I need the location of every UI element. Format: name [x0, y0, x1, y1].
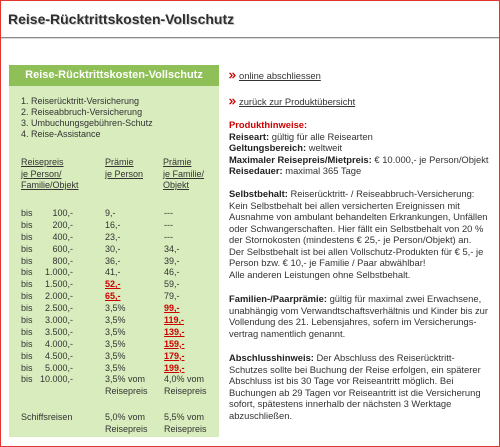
- row-premium-family: ---: [164, 208, 173, 218]
- price-table-body: [9, 208, 219, 398]
- row-premium-person: 65,-: [105, 291, 121, 302]
- header-line: je Familie/: [163, 168, 205, 179]
- table-row: [9, 374, 219, 398]
- row-price: 4.500,-: [44, 350, 73, 361]
- section-line: unabhängig vom Verwandtschaftsverhältnis und Kinder bis zur: [229, 304, 489, 316]
- table-row: [9, 363, 219, 375]
- row-premium-family: [164, 374, 207, 398]
- header-line: Objekt: [163, 180, 190, 190]
- hint-value: weltweit: [308, 142, 343, 154]
- row-price: 600,-: [52, 243, 73, 254]
- table-row: [9, 208, 219, 220]
- page-title: Reise-Rücktrittskosten-Vollschutz: [8, 11, 235, 27]
- coverage-item: 2. Reiseabbruch-Versicherung: [21, 107, 143, 117]
- section-label: Selbstbehalt:: [229, 188, 288, 199]
- section-first-line: [229, 293, 488, 305]
- table-row: [9, 315, 219, 327]
- section-line: sofort, spätestens innerhalb der nächsten 3 Werktage: [229, 398, 452, 410]
- premium-line: 5,0% vom: [105, 412, 146, 422]
- header-premium-person: [105, 157, 143, 180]
- row-label: bis: [21, 279, 33, 290]
- hint-item: [229, 142, 489, 154]
- row-premium-family: 159,-: [164, 338, 185, 349]
- premium-line: Reisepreis: [105, 423, 148, 434]
- coverage-list: [21, 96, 153, 140]
- premium-line: 5,5% vom: [164, 412, 205, 422]
- row-premium-family: 79,-: [164, 291, 180, 302]
- price-table-header: [9, 157, 219, 192]
- hint-value: € 10.000,- je Person/Objekt: [374, 153, 489, 165]
- header-line: Prämie: [105, 157, 134, 167]
- row-premium-person: 3,5%: [105, 338, 126, 349]
- header-line: Familie/Objekt: [21, 180, 79, 190]
- section-line: Buchungen ab 29 Tagen vor Reiseantritt ist die Versicherung: [229, 386, 481, 398]
- table-row: [9, 327, 219, 339]
- row-label: bis: [21, 338, 33, 349]
- row-price: 800,-: [52, 255, 73, 266]
- row-premium-family: 179,-: [164, 350, 185, 361]
- row-price: 3.500,-: [44, 326, 73, 337]
- premium-line: Reisepreis: [105, 386, 148, 397]
- section-line: oder Schwangerschaften. Hier fällt ein Selbstbehalt von 20 %: [229, 222, 484, 234]
- premium-line: 4,0% vom: [164, 374, 205, 385]
- row-premium-person: 3,5%: [105, 362, 126, 373]
- row-premium-person: 16,-: [105, 219, 121, 230]
- row-premium-family: ---: [164, 219, 173, 230]
- row-premium-person: 23,-: [105, 231, 121, 242]
- coverage-item: 1. Reiserücktritt-Versicherung: [21, 96, 140, 106]
- panel-title: Reise-Rücktrittskosten-Vollschutz: [9, 65, 219, 86]
- row-price: 2.500,-: [44, 303, 73, 314]
- row-premium-person: [105, 412, 148, 436]
- section-first-line: [229, 188, 488, 200]
- table-row: [9, 232, 219, 244]
- section-text: Der Abschluss des Reiserücktritt-: [316, 352, 455, 363]
- product-panel: [9, 65, 219, 437]
- row-label: bis: [21, 350, 33, 361]
- row-premium-person: 3,5%: [105, 326, 126, 337]
- section-line: Vollendung des 21. Lebensjahres, sofern im Versicherungs-: [229, 316, 477, 328]
- hint-label: Reisedauer:: [229, 165, 283, 177]
- table-row-ship-travel: [9, 412, 219, 436]
- row-premium-family: 119,-: [164, 315, 185, 326]
- double-chevron-right-icon: [229, 98, 236, 105]
- row-price: 1.000,-: [44, 267, 73, 278]
- row-premium-family: 99,-: [164, 303, 180, 314]
- row-premium-person: 3,5%: [105, 303, 126, 314]
- hints-heading: Produkthinweise:: [229, 119, 308, 130]
- table-row: [9, 291, 219, 303]
- section-line: Ausnahme von ambulant behandelten Erkrankungen, Unfällen: [229, 211, 488, 223]
- section-line: Schutzes sollte bei Buchung der Reise erfolgen, ein späterer: [229, 363, 481, 375]
- row-premium-family: [164, 412, 207, 436]
- section-line: abzuschließen.: [229, 409, 293, 421]
- row-price: 400,-: [52, 231, 73, 242]
- table-row: [9, 303, 219, 315]
- back-to-products-link[interactable]: [229, 96, 355, 108]
- section-text: Reiserücktritt- / Reiseabbruch-Versicherung:: [290, 188, 475, 199]
- row-label: bis: [21, 231, 33, 242]
- table-row: [9, 339, 219, 351]
- row-premium-person: 52,-: [105, 279, 121, 290]
- row-premium-person: 9,-: [105, 208, 116, 218]
- row-label: bis: [21, 255, 33, 266]
- coverage-item: 4. Reise-Assistance: [21, 129, 101, 139]
- row-label: bis: [21, 219, 33, 230]
- hint-value: gültig für alle Reisearten: [271, 130, 373, 142]
- table-row: [9, 351, 219, 363]
- section-first-line: [229, 352, 481, 364]
- hint-item: [229, 154, 489, 166]
- hint-label: Reiseart:: [229, 130, 270, 142]
- row-price: 3.000,-: [44, 315, 73, 326]
- table-row: [9, 267, 219, 279]
- hint-label: Geltungsbereich:: [229, 142, 307, 154]
- row-label: bis: [21, 326, 33, 337]
- table-row: [9, 220, 219, 232]
- row-premium-family: 139,-: [164, 326, 185, 337]
- section-line: Abschluss ist bis 30 Tage vor Reiseantritt möglich. Bei: [229, 375, 454, 387]
- row-premium-family: 46,-: [164, 267, 180, 278]
- hint-item: [229, 131, 489, 143]
- row-price: 10.000,-: [39, 374, 73, 385]
- hint-label: Maximaler Reisepreis/Mietpreis:: [229, 153, 372, 165]
- row-label: bis: [21, 374, 33, 385]
- header-line: Prämie: [163, 157, 192, 167]
- deductible-section: [229, 188, 488, 280]
- row-label: bis: [21, 303, 33, 314]
- row-price: 1.500,-: [44, 279, 73, 290]
- section-label: Familien-/Paarprämie:: [229, 293, 327, 304]
- premium-line: Reisepreis: [164, 423, 207, 434]
- section-line: vertrag namentlich genannt.: [229, 327, 346, 339]
- row-premium-person: 3,5%: [105, 315, 126, 326]
- section-line: Alle anderen Leistungen ohne Selbstbehalt.: [229, 268, 411, 280]
- row-price: 100,-: [52, 208, 73, 218]
- coverage-item: 3. Umbuchungsgebühren-Schutz: [21, 118, 153, 128]
- hint-item: [229, 165, 489, 177]
- online-abschliessen-link[interactable]: [229, 70, 321, 82]
- row-price: 5.000,-: [44, 362, 73, 373]
- row-label: bis: [21, 315, 33, 326]
- section-line: Der Selbstbehalt ist bei allen Vollschutz-Produkten für € 5,- je: [229, 245, 484, 257]
- premium-line: 3,5% vom: [105, 374, 146, 385]
- closing-note-section: [229, 352, 481, 421]
- header-price: [21, 157, 79, 192]
- row-price: 2.000,-: [44, 291, 73, 302]
- row-premium-person: 36,-: [105, 255, 121, 266]
- double-chevron-right-icon: [229, 72, 236, 79]
- header-line: Reisepreis: [21, 157, 64, 167]
- hint-value: maximal 365 Tage: [285, 165, 362, 177]
- table-row: [9, 244, 219, 256]
- section-line: Person bzw. € 10,- je Familie / Paar abwählbar!: [229, 257, 426, 269]
- row-label: bis: [21, 208, 33, 218]
- table-row: [9, 256, 219, 268]
- row-premium-person: [105, 374, 148, 398]
- premium-line: Reisepreis: [164, 386, 207, 397]
- section-line: der Stornokosten (mindestens € 25,- je Person/Objekt) an.: [229, 234, 472, 246]
- row-premium-person: 41,-: [105, 267, 121, 278]
- product-hints: [229, 119, 489, 177]
- row-premium-family: 199,-: [164, 362, 185, 373]
- table-row: [9, 279, 219, 291]
- row-premium-family: ---: [164, 231, 173, 242]
- row-label: Schiffsreisen: [21, 412, 73, 422]
- row-premium-person: 30,-: [105, 243, 121, 254]
- row-label: bis: [21, 243, 33, 254]
- row-premium-family: 39,-: [164, 255, 180, 266]
- row-label: bis: [21, 267, 33, 278]
- section-label: Abschlusshinweis:: [229, 352, 314, 363]
- link-label: zurück zur Produktübersicht: [239, 96, 356, 107]
- header-premium-family: [163, 157, 204, 192]
- family-premium-section: [229, 293, 488, 339]
- link-label: online abschliessen: [239, 70, 321, 81]
- row-label: bis: [21, 362, 33, 373]
- row-premium-family: 34,-: [164, 243, 180, 254]
- product-info: [229, 1, 499, 447]
- header-line: je Person/: [21, 168, 62, 179]
- row-label: bis: [21, 291, 33, 302]
- row-premium-family: 59,-: [164, 279, 180, 290]
- section-line: Kein Selbstbehalt bei allen versicherten Ereignissen mit: [229, 199, 460, 211]
- section-text: gültig für maximal zwei Erwachsene,: [329, 293, 482, 304]
- row-price: 200,-: [52, 219, 73, 230]
- header-line: je Person: [105, 168, 144, 179]
- row-premium-person: 3,5%: [105, 350, 126, 361]
- row-price: 4.000,-: [44, 338, 73, 349]
